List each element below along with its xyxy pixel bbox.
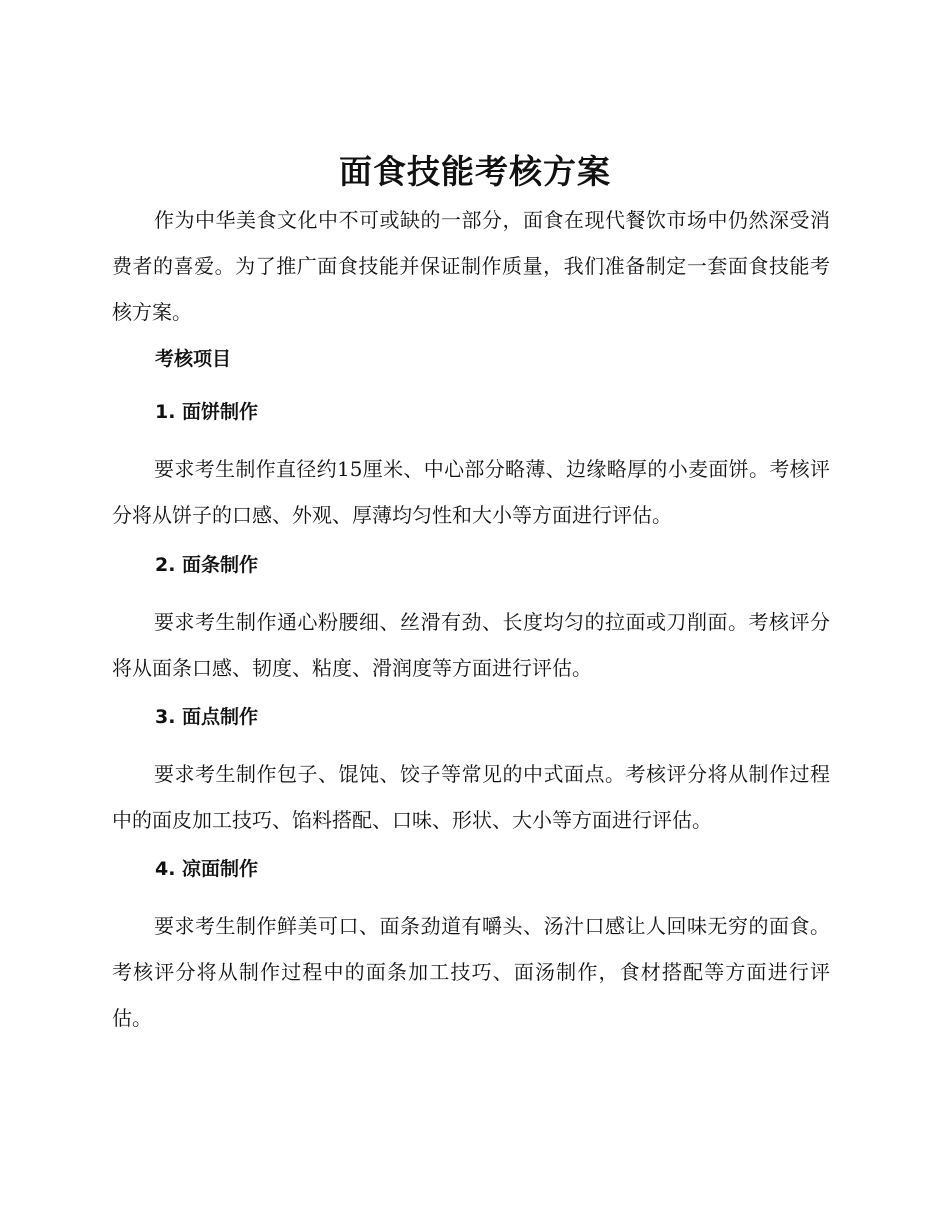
item-heading-2: 2. 面条制作: [155, 554, 259, 576]
page-title: 面食技能考核方案: [339, 152, 611, 191]
item-body-3: 要求考生制作包子、馄饨、饺子等常见的中式面点。考核评分将从制作过程中的面皮加工技巧、馅料搭配、口味、形状、大小等方面进行评估。: [112, 762, 830, 832]
intro-paragraph: 作为中华美食文化中不可或缺的一部分，面食在现代餐饮市场中仍然深受消费者的喜爱。为了推广面食技能并保证制作质量，我们准备制定一套面食技能考核方案。: [112, 208, 830, 324]
item-body-4: 要求考生制作鲜美可口、面条劲道有嚼头、汤汁口感让人回味无穷的面食。考核评分将从制作过程中的面条加工技巧、面汤制作，食材搭配等方面进行评估。: [112, 914, 830, 1030]
item-heading-4: 4. 凉面制作: [155, 858, 259, 880]
item-heading-3: 3. 面点制作: [155, 706, 259, 728]
section-heading: 考核项目: [155, 348, 232, 370]
item-body-2: 要求考生制作通心粉腰细、丝滑有劲、长度均匀的拉面或刀削面。考核评分将从面条口感、韧度、粘度、滑润度等方面进行评估。: [112, 610, 830, 680]
item-heading-1: 1. 面饼制作: [155, 401, 259, 423]
item-body-1: 要求考生制作直径约15厘米、中心部分略薄、边缘略厚的小麦面饼。考核评分将从饼子的口感、外观、厚薄均匀性和大小等方面进行评估。: [112, 457, 830, 527]
